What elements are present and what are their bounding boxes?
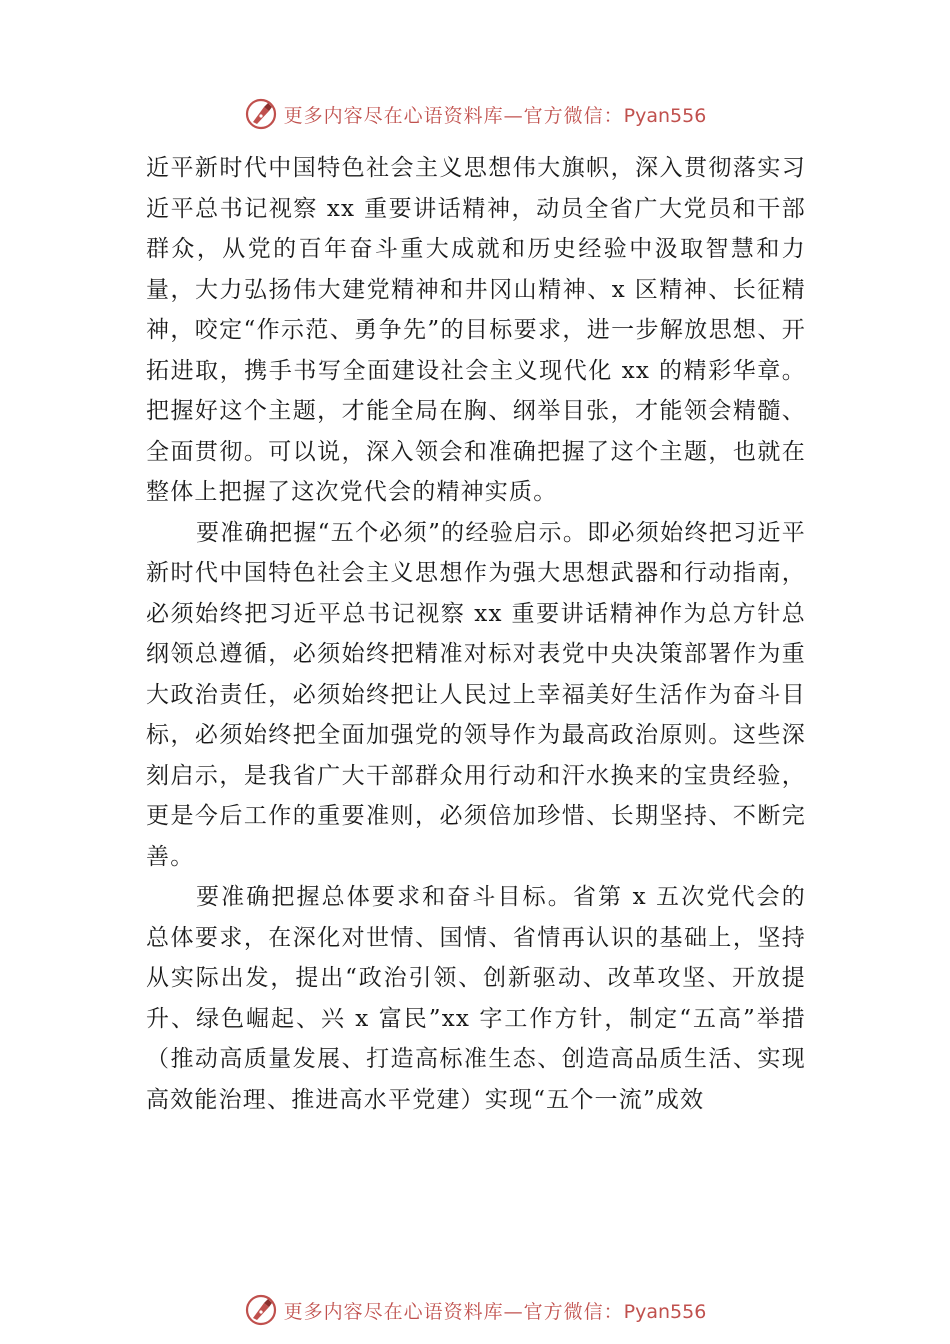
watermark-text: 更多内容尽在心语资料库—官方微信：Pyan556 <box>283 104 707 127</box>
watermark-id: Pyan556 <box>623 104 707 127</box>
watermark-text: 更多内容尽在心语资料库—官方微信：Pyan556 <box>283 1300 707 1323</box>
watermark-id: Pyan556 <box>623 1300 707 1323</box>
header-watermark <box>0 94 950 134</box>
paragraph-2: 要准确把握“五个必须”的经验启示。即必须始终把习近平新时代中国特色社会主义思想作为强大思想武器和行动指南，必须始终把习近平总书记视察 xx 重要讲话精神作为总方针总纲领总遵循，必须始终把精准对标对表党中央决策部署作为重大政治责任，必须始终把让人民过上幸福美好生活作为奋斗目标，必须始终把全面加强党的领导作为最高政治原则。这些深刻启示，是我省广大干部群众用行动和汗水换来的宝贵经验，更是今后工作的重要准则，必须倍加珍惜、长期坚持、不断完善。 <box>146 519 806 870</box>
paragraph-1: 近平新时代中国特色社会主义思想伟大旗帜，深入贯彻落实习近平总书记视察 xx 重要讲话精神，动员全省广大党员和干部群众，从党的百年奋斗重大成就和历史经验中汲取智慧和力量，大力弘扬伟大建党精神和井冈山精神、x 区精神、长征精神，咬定“作示范、勇争先”的目标要求，进一步解放思想、开拓进取，携手书写全面建设社会主义现代化 xx 的精彩华章。把握好这个主题，才能全局在胸、纲举目张，才能领会精髓、全面贯彻。可以说，深入领会和准确把握了这个主题，也就在整体上把握了这次党代会的精神实质。 <box>146 155 806 505</box>
paragraph-3: 要准确把握总体要求和奋斗目标。省第 x 五次党代会的总体要求，在深化对世情、国情、省情再认识的基础上，坚持从实际出发，提出“政治引领、创新驱动、改革攻坚、开放提升、绿色崛起、兴 x 富民”xx 字工作方针，制定“五高”举措（推动高质量发展、打造高标准生态、创造高品质生活、实现高效能治理、推进高水平党建）实现“五个一流”成效 <box>146 884 806 1113</box>
footer-watermark <box>0 1290 950 1330</box>
document-body <box>146 148 806 1120</box>
pen-nib-circle-icon <box>244 97 278 131</box>
pen-nib-circle-icon <box>244 1293 278 1327</box>
